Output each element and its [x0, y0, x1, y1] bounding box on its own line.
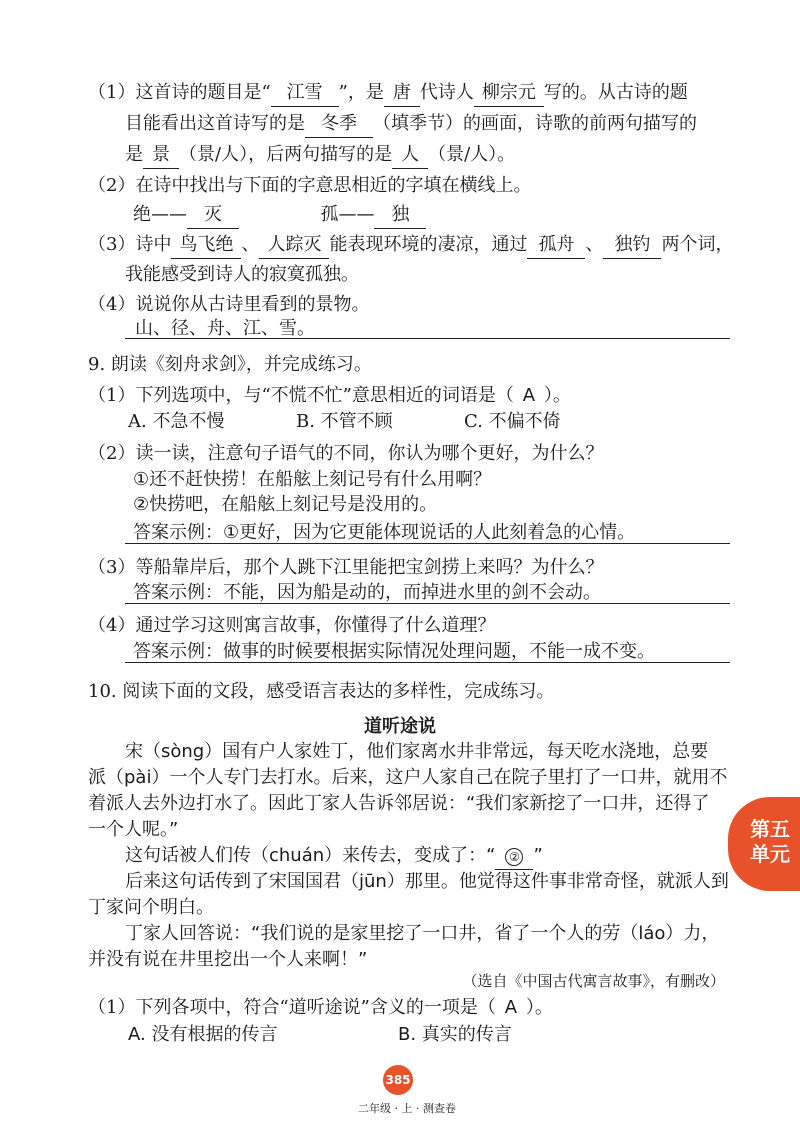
- option-c: C. 不偏不倚: [464, 411, 561, 432]
- text: 代诗人: [419, 82, 474, 103]
- text: （1）这首诗的题目是“: [88, 82, 271, 103]
- option-a: A. 不急不慢: [128, 411, 225, 432]
- text: （3）诗中: [88, 234, 172, 255]
- passage-line: 宋（sòng）国有户人家姓丁，他们家离水井非常远，每天吃水浇地，总要: [125, 741, 709, 762]
- text: 写的。从古诗的题: [543, 82, 688, 103]
- q8-p3-line2: 我能感受到诗人的寂寞孤独。: [125, 264, 359, 285]
- option-b: B. 不管不顾: [296, 411, 393, 432]
- text: 目能看出这首诗写的是: [125, 113, 305, 134]
- text: （1）下列选项中，与“不慌不忙”意思相近的词语是（: [88, 385, 514, 406]
- answer-choice: A: [522, 385, 536, 406]
- answer-season: 冬季: [305, 111, 373, 138]
- unit-tab-line1: 第五: [750, 817, 790, 841]
- answer-rule: [125, 662, 730, 663]
- text: ）。: [543, 385, 571, 406]
- q8-p2-question: （2）在诗中找出与下面的字意思相近的字填在横线上。: [88, 175, 532, 196]
- passage-line: 丁家问个明白。: [88, 897, 214, 918]
- answer-choice: A: [504, 997, 518, 1018]
- answer-title: 江雪: [271, 80, 339, 107]
- q10-p1-question: [88, 995, 553, 1021]
- q8-p1-line3: [125, 142, 515, 169]
- unit-tab: [728, 797, 800, 891]
- answer-second-half: 人: [392, 142, 428, 169]
- passage-line: 派（pài）一个人专门去打水。后来，这户人家自己在院子里打了一口井，就用不: [88, 767, 728, 788]
- text: （1）下列各项中，符合“道听途说”含义的一项是（: [88, 997, 496, 1018]
- page-number: 385: [383, 1065, 413, 1095]
- q8-p4-question: （4）说说你从古诗里看到的景物。: [88, 294, 370, 315]
- q8-p1-line1: [88, 80, 688, 107]
- q9-p1-options: [128, 409, 561, 435]
- option-b: B. 真实的传言: [398, 1024, 512, 1045]
- text: （景/人），后两句描写的是: [179, 144, 393, 165]
- passage-line: 一个人呢。”: [88, 819, 179, 840]
- q8-p4-answer: 山、径、舟、江、雪。: [135, 318, 315, 339]
- q9-p3-question: （3）等船靠岸后，那个人跳下江里能把宝剑捞上来吗？为什么？: [88, 557, 604, 578]
- text: 、: [241, 234, 260, 255]
- q9-p2-answer: 答案示例：①更好，因为它更能体现说话的人此刻着急的心情。: [133, 522, 636, 543]
- text: 是: [125, 144, 143, 165]
- q9-p2-sentence2: ②快捞吧，在船舷上刻记号是没用的。: [133, 494, 438, 515]
- option-a: A. 没有根据的传言: [128, 1024, 278, 1045]
- passage-title: 道听途说: [364, 716, 436, 737]
- answer-du-diao: 独钓: [603, 232, 661, 259]
- answer-ren-zong-mie: 人踪灭: [259, 232, 329, 259]
- q8-p1-line2: [125, 111, 697, 138]
- text: （填季节）的画面，诗歌的前两句描写的: [373, 113, 697, 134]
- q9-p2-question: （2）读一读，注意句子语气的不同，你认为哪个更好，为什么？: [88, 443, 604, 464]
- answer-rule: [125, 338, 730, 339]
- passage-line: 并没有说在井里挖出一个人来啊！”: [88, 949, 368, 970]
- answer-du: 独: [374, 202, 426, 229]
- passage-line: 后来这句话传到了宋国国君（jūn）那里。他觉得这件事非常奇怪，就派人到: [125, 871, 729, 892]
- text: ）。: [525, 997, 553, 1018]
- answer-mie: 灭: [187, 202, 239, 229]
- answer-rule: [125, 603, 730, 604]
- q10-heading: 10. 阅读下面的文段，感受语言表达的多样性，完成练习。: [88, 681, 555, 702]
- q9-p2-sentence1: ①还不赶快捞！在船舷上刻记号有什么用啊？: [133, 469, 492, 490]
- footer-label: 二年级 · 上 · 测查卷: [358, 1102, 456, 1115]
- passage-source: （选自《中国古代寓言故事》，有删改）: [462, 972, 725, 990]
- word-jue: 绝——: [133, 204, 187, 225]
- answer-first-half: 景: [143, 142, 179, 169]
- q8-p2-answers: [133, 202, 426, 229]
- q8-p3-line1: [88, 232, 733, 259]
- unit-tab-line2: 单元: [750, 842, 790, 866]
- passage-line: 丁家人回答说：“我们说的是家里挖了一口井，省了一个人的劳（láo）力，: [125, 923, 720, 944]
- answer-gu-zhou: 孤舟: [527, 232, 585, 259]
- q9-p4-answer: 答案示例：做事的时候要根据实际情况处理问题，不能一成不变。: [133, 641, 655, 662]
- circled-number: ②: [505, 848, 523, 866]
- answer-dynasty: 唐: [384, 80, 420, 107]
- q9-p4-question: （4）通过学习这则寓言故事，你懂得了什么道理？: [88, 615, 496, 636]
- text: 、: [585, 234, 604, 255]
- answer-poet: 柳宗元: [474, 80, 544, 107]
- text: ”: [533, 845, 543, 866]
- answer-niao-fei-jue: 鸟飞绝: [171, 232, 241, 259]
- text: 这句话被人们传（chuán）来传去，变成了：“: [125, 845, 496, 866]
- text: （景/人）。: [428, 144, 516, 165]
- text: 能表现环境的凄凉，通过: [329, 234, 528, 255]
- q9-p3-answer: 答案示例：不能，因为船是动的，而掉进水里的剑不会动。: [133, 582, 601, 603]
- q9-p1-question: [88, 383, 571, 409]
- answer-rule: [125, 543, 730, 544]
- word-gu: 孤——: [320, 204, 375, 225]
- text: 两个词，: [661, 234, 734, 255]
- passage-line: [125, 843, 543, 870]
- q9-heading: 9. 朗读《刻舟求剑》，并完成练习。: [88, 354, 372, 375]
- blank-marker: [495, 843, 533, 870]
- text: ”，是: [338, 82, 384, 103]
- passage-line: 着派人去外边打水了。因此丁家人告诉邻居说：“我们家新挖了一口井，还得了: [88, 793, 710, 814]
- q10-p1-options: [128, 1022, 512, 1048]
